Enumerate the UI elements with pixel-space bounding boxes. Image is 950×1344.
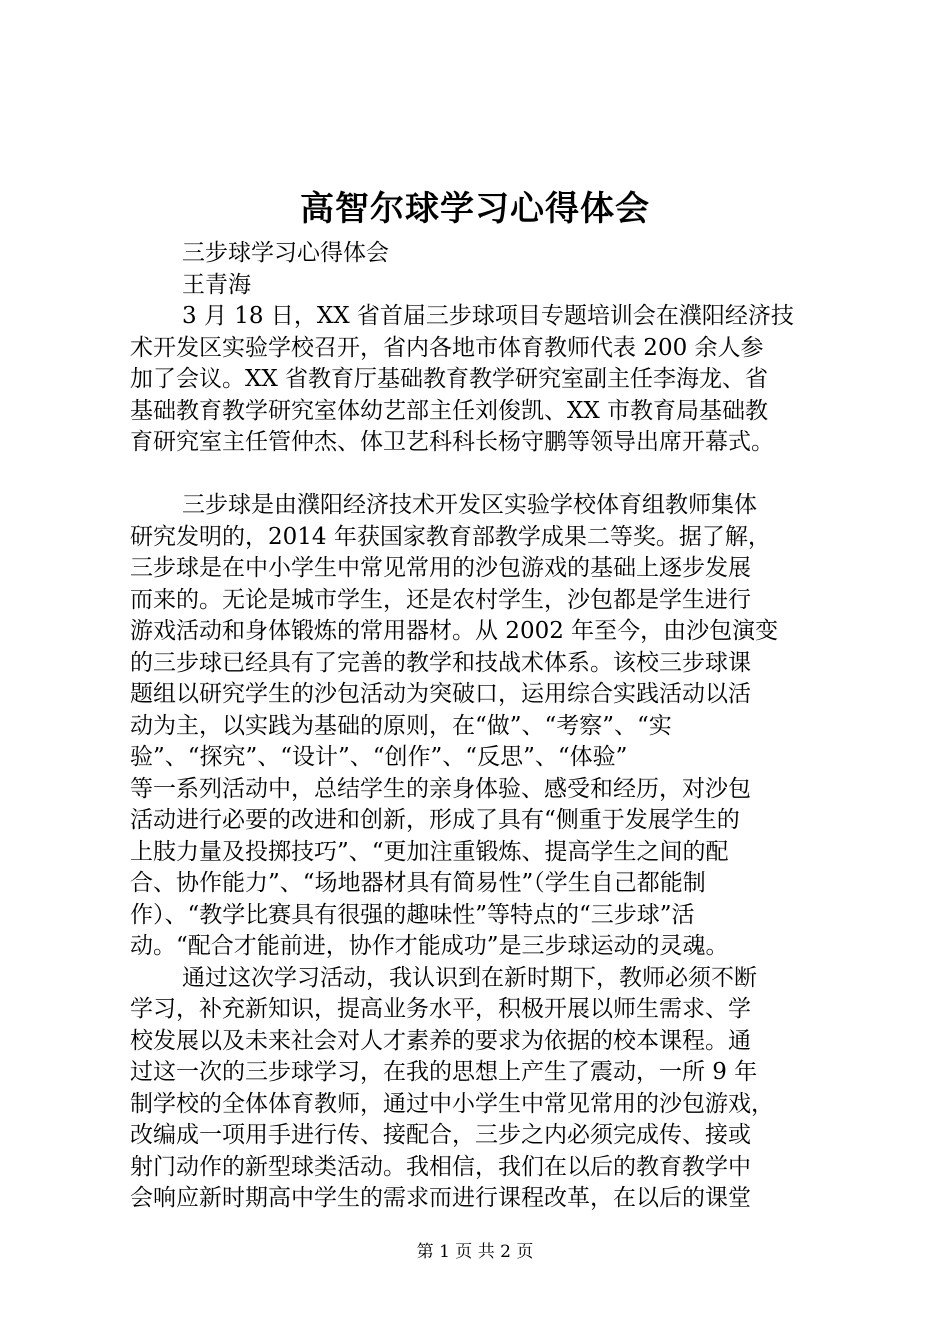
paragraph-line: 题组以研究学生的沙包活动为突破口，运用综合实践活动以活 [130, 681, 751, 707]
page-footer: 第 1 页 共 2 页 [416, 1242, 534, 1262]
author-line: 王青海 [182, 271, 251, 298]
paragraph-gap [130, 459, 830, 491]
paragraph-line: 三步球是由濮阳经济技术开发区实验学校体育组教师集体 [182, 492, 757, 518]
paragraph-line: 验”、“探究”、“设计”、“创作”、“反思”、“体验” [130, 744, 628, 770]
paragraph-line: 加了会议。XX 省教育厅基础教育教学研究室副主任李海龙、省 [130, 366, 769, 392]
paragraph-1 [130, 301, 830, 459]
paragraph-line: 的三步球已经具有了完善的教学和技战术体系。该校三步球课 [130, 649, 751, 676]
paragraph-line: 射门动作的新型球类活动。我相信，我们在以后的教育教学中 [130, 1153, 751, 1180]
paragraph-line: 制学校的全体体育教师，通过中小学生中常见常用的沙包游戏， [130, 1090, 774, 1117]
paragraph-2 [130, 490, 830, 963]
document-title: 高智尔球学习心得体会 [300, 189, 650, 229]
paragraph-line: 基础教育教学研究室体幼艺部主任刘俊凯、XX 市教育局基础教 [130, 397, 769, 424]
subtitle-line: 三步球学习心得体会 [182, 240, 389, 266]
paragraph-line: 3 月 18 日，XX 省首届三步球项目专题培训会在濮阳经济技 [182, 303, 794, 329]
paragraph-line: 作）、“教学比赛具有很强的趣味性”等特点的“三步球”活 [130, 901, 695, 928]
paragraph-line: 三步球是在中小学生中常见常用的沙包游戏的基础上逐步发展 [130, 555, 751, 581]
paragraph-line: 改编成一项用手进行传、接配合，三步之内必须完成传、接或 [130, 1122, 751, 1148]
paragraph-line: 活动进行必要的改进和创新，形成了具有“侧重于发展学生的 [130, 807, 740, 833]
document-body [130, 238, 830, 1215]
paragraph-line: 而来的。无论是城市学生，还是农村学生，沙包都是学生进行 [130, 586, 751, 613]
paragraph-3 [130, 963, 830, 1215]
paragraph-line: 游戏活动和身体锻炼的常用器材。从 2002 年至今，由沙包演变 [130, 618, 779, 644]
paragraph-line: 会响应新时期高中学生的需求而进行课程改革，在以后的课堂 [130, 1185, 751, 1211]
paragraph-line: 上肢力量及投掷技巧”、“更加注重锻炼、提高学生之间的配 [130, 838, 729, 865]
paragraph-line: 育研究室主任管仲杰、体卫艺科科长杨守鹏等领导出席开幕式。 [130, 429, 774, 455]
paragraph-line: 校发展以及未来社会对人才素养的要求为依据的校本课程。通 [130, 1027, 751, 1054]
paragraph-line: 通过这次学习活动，我认识到在新时期下，教师必须不断 [182, 964, 757, 991]
paragraph-line: 术开发区实验学校召开，省内各地市体育教师代表 200 余人参 [130, 334, 764, 361]
paragraph-line: 合、协作能力”、“场地器材具有简易性”（学生自己都能制 [130, 870, 706, 896]
paragraph-line: 等一系列活动中，总结学生的亲身体验、感受和经历，对沙包 [130, 775, 751, 802]
paragraph-line: 学习，补充新知识，提高业务水平，积极开展以师生需求、学 [130, 996, 751, 1022]
paragraph-line: 动。“配合才能前进，协作才能成功”是三步球运动的灵魂。 [130, 933, 729, 959]
paragraph-line: 过这一次的三步球学习，在我的思想上产生了震动，一所 9 年 [130, 1059, 758, 1085]
paragraph-line: 研究发明的，2014 年获国家教育部教学成果二等奖。据了解， [130, 523, 771, 550]
paragraph-line: 动为主，以实践为基础的原则，在“做”、“考察”、“实 [130, 712, 672, 739]
